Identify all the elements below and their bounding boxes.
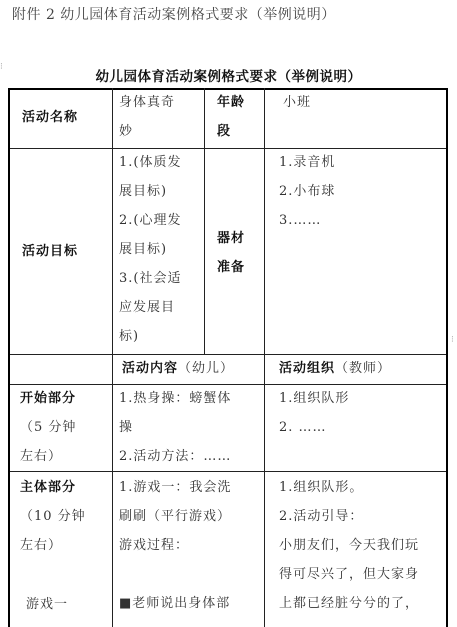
document-title: 幼儿园体育活动案例格式要求（举例说明） [95, 69, 362, 85]
activity-goals-value: 1.(体质发 展目标) 2.(心理发 展目标) 3.(社会适 应发展目 标) [119, 155, 182, 344]
age-group-label: 年龄 段 [217, 95, 246, 139]
main-section-organization: 1.组织队形。 2.活动引导： 小朋友们，今天我们玩 得可尽兴了，但大家身 上都已经脏兮兮的了， [279, 480, 420, 611]
content-header-label: 活动内容 [122, 361, 179, 376]
attachment-heading: 附件 2 幼儿园体育活动案例格式要求（举例说明） [12, 7, 336, 23]
organization-header-label: 活动组织 [279, 361, 336, 376]
organization-header-note: （教师） [335, 361, 392, 376]
equipment-value: 1.录音机 2.小布球 3.…… [279, 155, 336, 228]
start-section-content: 1.热身操：螃蟹体 操 2.活动方法：…… [119, 391, 232, 464]
activity-name-value: 身体真奇 妙 [119, 95, 176, 139]
content-header-note: （幼儿） [178, 361, 235, 376]
activity-name-label: 活动名称 [22, 110, 79, 125]
margin-mark-right: ⁝ [451, 335, 454, 345]
main-section-content: 1.游戏一：我会洗 刷刷（平行游戏） 游戏过程： ■老师说出身体部 [119, 480, 232, 611]
start-section-label: 开始部分 [20, 391, 77, 406]
main-section-label: 主体部分 [20, 480, 77, 495]
main-section-game-label: 游戏一 [26, 597, 69, 612]
equipment-label: 器材 准备 [217, 231, 246, 275]
main-section-time: （10 分钟 左右） [20, 509, 86, 553]
start-section-organization: 1.组织队形 2. …… [279, 391, 350, 435]
margin-mark: ⁝ [0, 62, 3, 72]
organization-header [279, 354, 391, 383]
start-section-time: （5 分钟 左右） [20, 420, 77, 464]
activity-goals-label: 活动目标 [22, 244, 79, 259]
age-group-value: 小班 [283, 95, 312, 110]
content-header [122, 354, 234, 383]
